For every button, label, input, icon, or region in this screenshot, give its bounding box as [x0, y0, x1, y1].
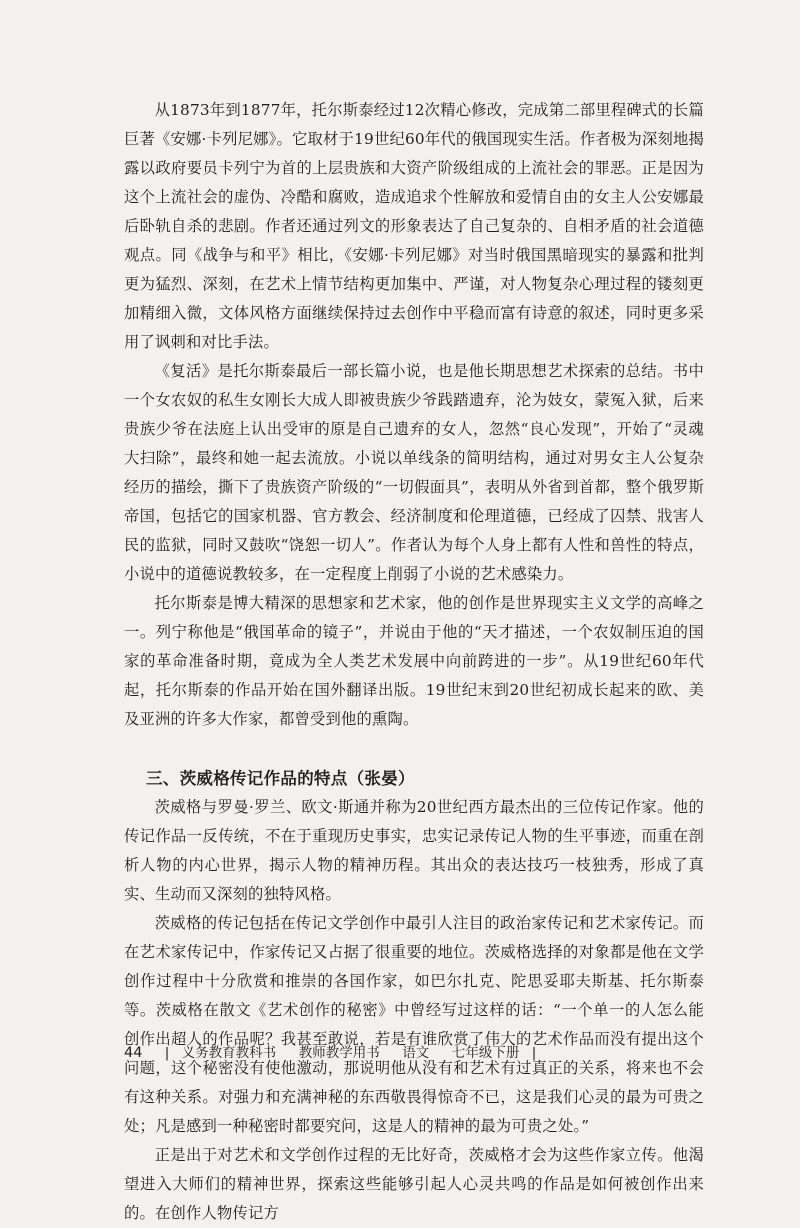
section-heading: 三、茨威格传记作品的特点（张晏） [146, 769, 415, 788]
paragraph-zweig-motivation: 正是出于对艺术和文学创作过程的无比好奇，茨威格才会为这些作家立传。他渴望进入大师们的精神世界，探索这些能够引起人心灵共鸣的作品是如何被创作出来的。在创作人物传记方 [124, 1146, 704, 1222]
section-spacer [124, 734, 704, 764]
paragraph-tolstoy-summary: 托尔斯泰是博大精深的思想家和艺术家，他的创作是世界现实主义文学的高峰之一。列宁称他是“俄国革命的镜子”，并说由于他的“天才描述，一个农奴制压迫的国家的革命准备时期，竟成为全人类艺术发展中向前跨进的一步”。从19世纪60年代起，托尔斯泰的作品开始在国外翻译出版。19世纪末到20世纪初成长起来的欧、美及亚洲的许多大作家，都曾受到他的熏陶。 [124, 594, 704, 728]
page-number: 44 [124, 1045, 143, 1061]
footer-divider-right: | [531, 1045, 537, 1061]
footer-book-type: 教师教学用书 [298, 1045, 380, 1061]
footer-divider-left: | [164, 1045, 170, 1061]
paragraph-zweig-biographies: 茨威格的传记包括在传记文学创作中最引人注目的政治家传记和艺术家传记。而在艺术家传记中，作家传记又占据了很重要的地位。茨威格选择的对象都是他在文学创作过程中十分欣赏和推崇的各国作家，如巴尔扎克、陀思妥耶夫斯基、托尔斯泰等。茨威格在散文《艺术创作的秘密》中曾经写过这样的话：“一个单一的人怎么能创作出超人的作品呢？我甚至敢说，若是有谁欣赏了伟大的艺术作品而没有提出这个问题，这个秘密没有使他激动，那说明他从没有和艺术有过真正的关系，将来也不会有这种关系。对强力和充满神秘的东西敬畏得惊奇不已，这是我们心灵的最为可贵之处；凡是感到一种秘密时都要究问，这是人的精神的最为可贵之处。” [124, 914, 704, 1135]
page-footer [124, 1043, 544, 1063]
paragraph-resurrection: 《复活》是托尔斯泰最后一部长篇小说，也是他长期思想艺术探索的总结。书中一个女农奴的私生女刚长大成人即被贵族少爷践踏遗弃，沦为妓女，蒙冤入狱，后来贵族少爷在法庭上认出受审的原是自己遗弃的女人，忽然“良心发现”，开始了“灵魂大扫除”，最终和她一起去流放。小说以单线条的简明结构，通过对男女主人公复杂经历的描绘，撕下了贵族资产阶级的“一切假面具”，表明从外省到首都，整个俄罗斯帝国，包括它的国家机器、官方教会、经济制度和伦理道德，已经成了囚禁、戕害人民的监狱，同时又鼓吹“饶恕一切人”。作者认为每个人身上都有人性和兽性的特点，小说中的道德说教较多，在一定程度上削弱了小说的艺术感染力。 [124, 362, 704, 583]
paragraph-anna-karenina: 从1873年到1877年，托尔斯泰经过12次精心修改，完成第二部里程碑式的长篇巨著《安娜·卡列尼娜》。它取材于19世纪60年代的俄国现实生活。作者极为深刻地揭露以政府要员卡列宁为首的上层贵族和大资产阶级组成的上流社会的罪恶。正是因为这个上流社会的虚伪、冷酷和腐败，造成追求个性解放和爱情自由的女主人公安娜最后卧轨自杀的悲剧。作者还通过列文的形象表达了自己复杂的、自相矛盾的社会道德观点。同《战争与和平》相比，《安娜·卡列尼娜》对当时俄国黑暗现实的暴露和批判更为猛烈、深刻，在艺术上情节结构更加集中、严谨，对人物复杂心理过程的镂刻更加精细入微，文体风格方面继续保持过去创作中平稳而富有诗意的叙述，同时更多采用了讽刺和对比手法。 [124, 101, 704, 351]
footer-series: 义务教育教科书 [181, 1045, 277, 1061]
paragraph-zweig-intro: 茨威格与罗曼·罗兰、欧文·斯通并称为20世纪西方最杰出的三位传记作家。他的传记作品一反传统，不在于重现历史事实，忠实记录传记人物的生平事迹，而重在剖析人物的内心世界，揭示人物的精神历程。其出众的表达技巧一枝独秀，形成了真实、生动而又深刻的独特风格。 [124, 798, 704, 903]
footer-subject: 语文 [402, 1045, 430, 1061]
footer-grade: 七年级下册 [451, 1045, 520, 1061]
